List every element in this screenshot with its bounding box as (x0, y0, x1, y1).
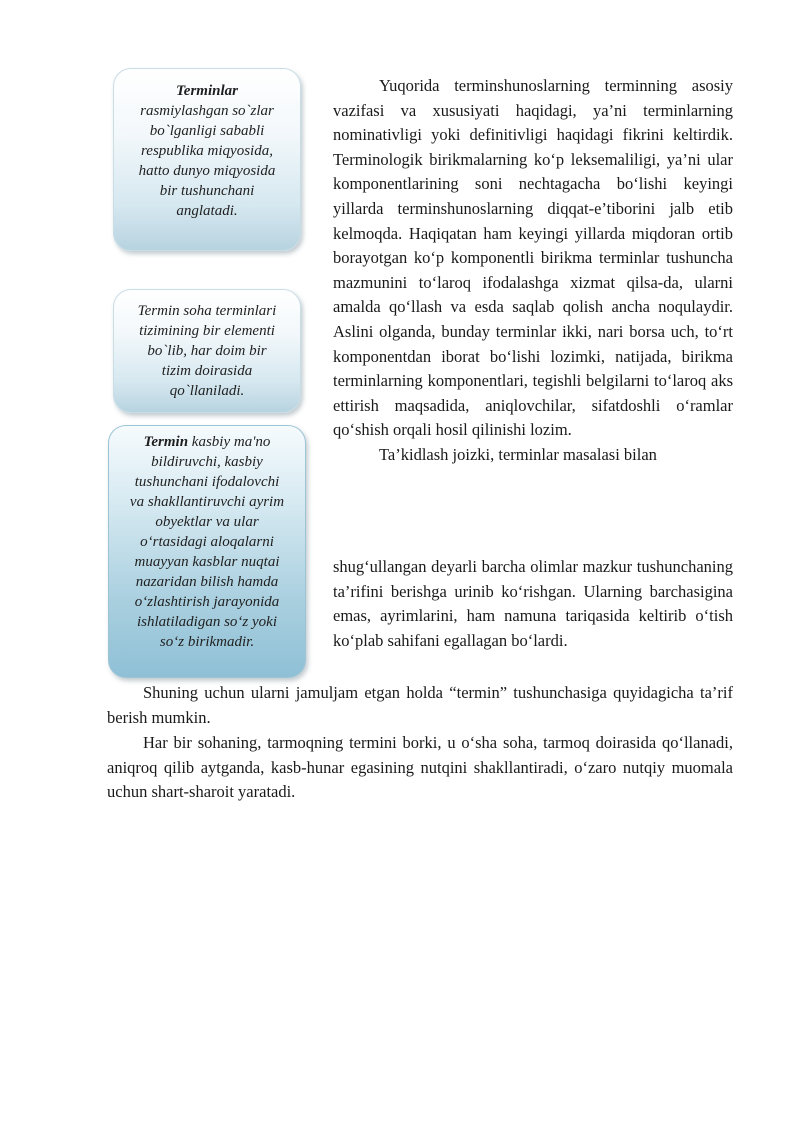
paragraph-5: Har bir sohaning, tarmoqning termini borki, u o‘sha soha, tarmoq doirasida qo‘llanadi, aniqroq qilib aytganda, kasb-hunar egasining nutqini shakllantiradi, o‘zaro nutqiy muomala uchun shart-sharoit yaratadi. (107, 733, 733, 802)
text-full-width-1 (107, 681, 733, 730)
note-term: Terminlar (176, 83, 238, 99)
note-text: rasmiylashgan so`zlar bo`lganligi sababli respublika miqyosida, hatto dunyo miqyosida bir tushunchani anglatadi. (138, 103, 276, 219)
note-text: kasbiy ma'no bildiruvchi, kasbiy tushunchani ifodalovchi va shakllantiruvchi ayrim obyektlar va ular o‘rtasidagi aloqalarni muayyan kasblar nuqtai nazaridan bilish hamda o‘zlashtirish jarayonida ishlatiladigan so‘z yoki so‘z birikmadir. (129, 434, 285, 650)
note-content (127, 432, 287, 652)
text-column-bottom (333, 555, 733, 653)
note-content (132, 81, 282, 221)
text-column-top (333, 74, 733, 468)
note-text: Termin soha terminlari tizimining bir elementi bo`lib, har doim bir tizim doirasida qo`llaniladi. (137, 303, 277, 399)
text-full-width-2 (107, 731, 733, 805)
note-box-terminlar (113, 68, 301, 251)
note-box-termin-definition (108, 425, 306, 678)
note-box-termin-soha (113, 289, 301, 413)
note-term: Termin (143, 434, 189, 450)
paragraph-3: shug‘ullangan deyarli barcha olimlar mazkur tushunchaning ta’rifini berishga urinib ko‘rishgan. Ularning barchasigina emas, ayrimlarini, ham namuna tariqasida keltirib o‘tish ko‘plab sahifani egallagan bo‘lardi. (333, 557, 733, 650)
paragraph-4: Shuning uchun ularni jamuljam etgan holda “termin” tushunchasiga quyidagicha ta’rif berish mumkin. (107, 683, 733, 727)
paragraph-1: Yuqorida terminshunoslarning terminning asosiy vazifasi va xususiyati haqidagi, ya’ni terminlarning nominativligi yoki definitivligi haqidagi fikrini keltirdik. Terminologik birikmalarning ko‘p leksemaliligi, ya’ni ular komponentlarining soni nechtagacha bo‘lishi keyingi yillarda terminshunoslarning diqqat-e’tiborini jalb etib kelmoqda. Haqiqatan ham keyingi yillarda miqdoran ortib borayotgan ko‘p komponentli birikma terminlar tushuncha mazmunini to‘laroq ifodalashga xizmat qilsa-da, ularni amalda qo‘llash va esda saqlab qolish ancha noqulaydir. Aslini olganda, bunday terminlar ikki, nari borsa uch, to‘rt komponentdan iborat bo‘lishi lozimki, natijada, birikma terminlarning komponentlari, tegishli belgilarni to‘laroq aks ettirish maqsadida, aniqlovchilar, sifatdoshli o‘ramlar qo‘shish orqali hosil qilinishi lozim. (333, 76, 733, 440)
paragraph-2: Ta’kidlash joizki, terminlar masalasi bilan (379, 444, 657, 464)
